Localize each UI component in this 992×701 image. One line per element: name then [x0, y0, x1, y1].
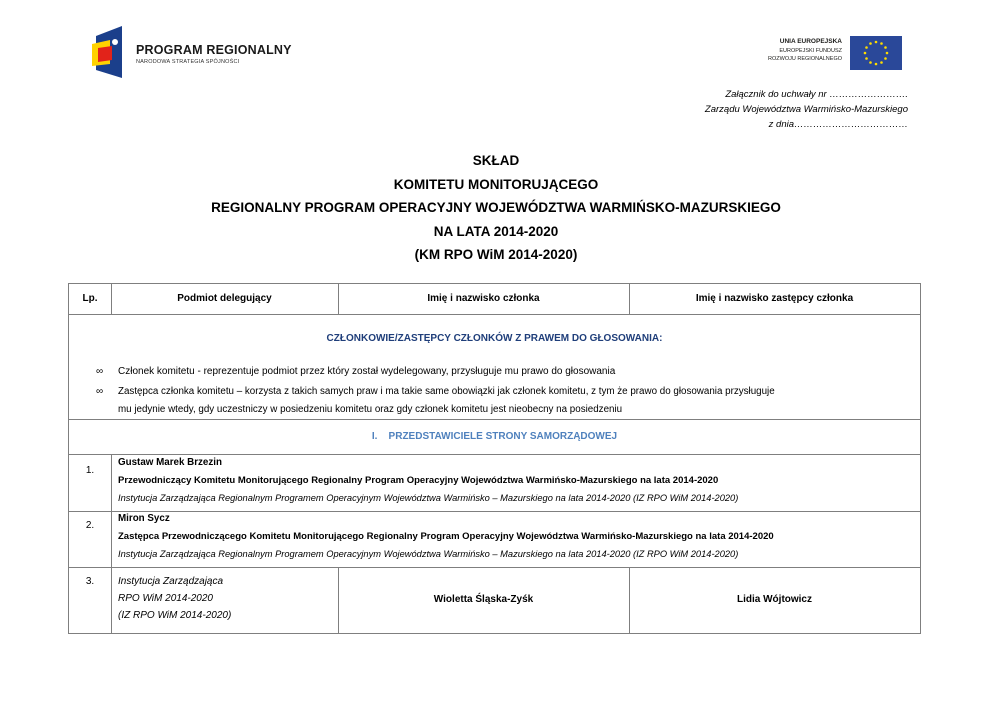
program-regionalny-logo	[92, 26, 302, 78]
title-line3: REGIONALNY PROGRAM OPERACYJNY WOJEWÓDZTWA WARMIŃSKO-MAZURSKIEGO	[211, 200, 781, 215]
title-line1: SKŁAD	[472, 153, 520, 168]
eu-logo-line3: ROZWOJU REGIONALNEGO	[768, 56, 842, 62]
title-line2: KOMITETU MONITORUJĄCEGO	[393, 176, 599, 192]
logo-title: PROGRAM REGIONALNY	[136, 43, 292, 57]
header-zastepca: Imię i nazwisko zastępcy członka	[695, 293, 854, 304]
committee-table	[68, 283, 921, 634]
annex-line2: Zarządu Województwa Warmińsko-Mazurskiego	[704, 104, 908, 115]
title-line4: NA LATA 2014-2020	[433, 223, 559, 239]
annex-note	[705, 87, 908, 132]
section-i-heading: I. PRZEDSTAWICIELE STRONY SAMORZĄDOWEJ	[371, 431, 618, 442]
header-czlonek: Imię i nazwisko członka	[427, 293, 540, 304]
row1-bottom-border	[69, 511, 920, 512]
row3-podmiot-line3: (IZ RPO WiM 2014-2020)	[118, 610, 232, 621]
row1-name: Gustaw Marek Brzezin	[118, 457, 222, 468]
bullet-1-symbol: ∞	[96, 366, 104, 377]
voting-section-heading: CZŁONKOWIE/ZASTĘPCY CZŁONKÓW Z PRAWEM DO GŁOSOWANIA:	[326, 333, 663, 344]
row3-podmiot-line1: Instytucja Zarządzająca	[118, 576, 224, 587]
eu-logo	[756, 36, 902, 70]
annex-line1: Załącznik do uchwały nr …………………….	[725, 89, 908, 100]
eu-logo-line2: EUROPEJSKI FUNDUSZ	[779, 48, 842, 54]
row2-lp: 2.	[85, 520, 95, 531]
intro-bottom-border	[69, 419, 920, 420]
logo-subtitle: NARODOWA STRATEGIA SPÓJNOŚCI	[136, 59, 240, 65]
section-bottom-border	[69, 454, 920, 455]
row1-role: Przewodniczący Komitetu Monitorującego Regionalny Program Operacyjny Województwa Warmińsko-Mazurskiego na lata 2014-2020	[118, 475, 719, 486]
col-divider-1-body	[111, 454, 112, 633]
row2-role: Zastępca Przewodniczącego Komitetu Monitorującego Regionalny Program Operacyjny Województwa Warmińsko-Mazurskiego na lata 2014-2020	[118, 531, 774, 542]
row3-lp: 3.	[85, 576, 95, 587]
bullet-2-text-line1: Zastępca członka komitetu – korzysta z takich samych praw i ma takie same obowiązki jak członek komitetu, z tym że prawo do głosowania przysługuje	[118, 386, 775, 397]
row3-czlonek: Wioletta Śląska-Zyśk	[433, 594, 534, 605]
row1-institution: Instytucja Zarządzająca Regionalnym Programem Operacyjnym Województwa Warmińsko – Mazurskiego na lata 2014-2020 (IZ RPO WiM 2014-2020)	[118, 493, 739, 503]
row2-bottom-border	[69, 567, 920, 568]
header-podmiot: Podmiot delegujący	[177, 293, 272, 304]
program-regionalny-emblem-icon	[92, 26, 126, 78]
header-lp: Lp.	[82, 293, 98, 304]
annex-line3: z dnia………………………………	[768, 119, 908, 130]
bullet-2-symbol: ∞	[96, 386, 104, 397]
document-title	[0, 149, 992, 267]
eu-logo-line1: UNIA EUROPEJSKA	[779, 38, 842, 45]
eu-flag-icon	[850, 36, 902, 70]
bullet-2-text-line2: mu jedynie wtedy, gdy uczestniczy w posiedzeniu komitetu oraz gdy członek komitetu jest nieobecny na posiedzeniu	[118, 404, 623, 415]
row3-podmiot-line2: RPO WiM 2014-2020	[118, 593, 213, 604]
bullet-1-text: Członek komitetu - reprezentuje podmiot przez który został wydelegowany, przysługuje mu prawo do głosowania	[118, 366, 616, 377]
row2-institution: Instytucja Zarządzająca Regionalnym Programem Operacyjnym Województwa Warmińsko – Mazurskiego na lata 2014-2020 (IZ RPO WiM 2014-2020)	[118, 549, 739, 559]
row1-lp: 1.	[85, 465, 95, 476]
title-line5: (KM RPO WiM 2014-2020)	[414, 247, 578, 262]
header-bottom-border	[69, 314, 920, 315]
row2-name: Miron Sycz	[118, 513, 170, 524]
row3-zastepca: Lidia Wójtowicz	[737, 594, 812, 605]
